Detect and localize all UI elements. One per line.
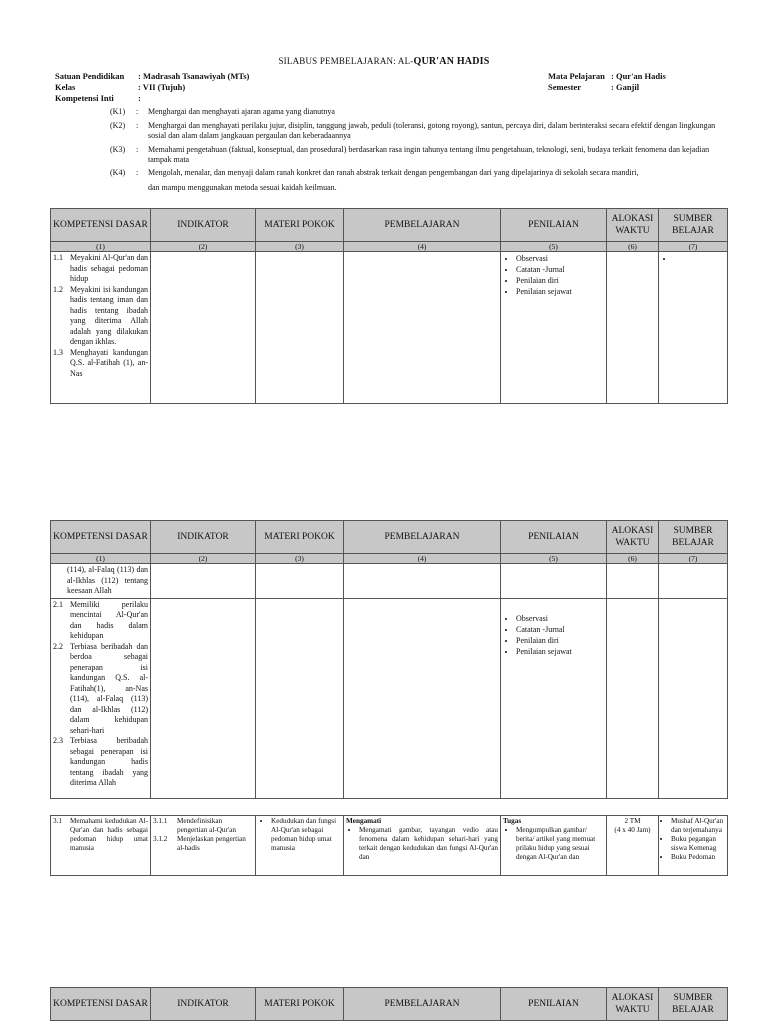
kd-item: 1.3 Menghayati kandungan Q.S. al-Fatihah (1), an-Nas <box>53 347 148 378</box>
table-row <box>51 816 728 876</box>
syllabus-table-3 <box>50 815 728 876</box>
pembelajaran-cell <box>344 252 501 404</box>
header-row <box>51 988 728 1021</box>
col-header: ALOKASI WAKTU <box>607 521 659 554</box>
penilaian-cell: Tugas • Mengumpulkan gambar/ berita/ artikel yang memuat prilaku hidup yang sesuai dengan Al-Qur'an dan <box>501 816 607 876</box>
pembelajaran-cell: Mengamati • Mengamati gambar, tayangan vedio atau fenomena dalam kehidupan sehari-hari yang terkait dengan kedudukan dan fungsi Al-Qur'an dan <box>344 816 501 876</box>
col-header: INDIKATOR <box>151 209 256 242</box>
kd-item: 1.2 Meyakini isi kandungan hadis tentang iman dan hadis tentang ibadah yang diterima Allah adalah yang dilakukan dengan ikhlas. <box>53 284 148 346</box>
penilaian-cell <box>501 252 607 404</box>
indikator-item: 3.1.2 Menjelaskan pengertian al-hadis <box>153 835 246 852</box>
kompetensi-dasar-cell <box>51 816 151 876</box>
col-header: SUMBER BELAJAR <box>659 521 728 554</box>
list-item: • Buku pegangan siswa Kemenag <box>671 835 725 853</box>
materi-cell <box>256 598 344 798</box>
col-header: MATERI POKOK <box>256 521 344 554</box>
kd-item: 3.1 Memahami kedudukan Al-Qur'an dan hadis sebagai pedoman hidup umat manusia <box>53 817 148 852</box>
col-header: KOMPETENSI DASAR <box>51 988 151 1021</box>
syllabus-table-2 <box>50 520 728 799</box>
sumber-cell <box>659 252 728 404</box>
syllabus-table-4 <box>50 987 728 1021</box>
list-item <box>674 253 725 264</box>
list-item: • Observasi <box>516 613 604 624</box>
col-header: PEMBELAJARAN <box>344 521 501 554</box>
kd-item: 1.1 Meyakini Al-Qur'an dan hadis sebagai pedoman hidup <box>53 253 148 283</box>
alokasi-cell <box>607 598 659 798</box>
ki-item: (K1) : Menghargai dan menghayati ajaran agama yang dianutnya <box>110 107 335 116</box>
column-number-row: (1) (2) (3) (4) (5) (6) (7) <box>51 242 728 252</box>
col-header: PEMBELAJARAN <box>344 209 501 242</box>
ki-item: dan mampu menggunakan metoda sesuai kaidah keilmuan. <box>148 183 337 192</box>
col-header: KOMPETENSI DASAR <box>51 209 151 242</box>
col-header: INDIKATOR <box>151 521 256 554</box>
list-item: • Penilaian diri <box>516 275 604 286</box>
header-row <box>51 209 728 242</box>
alokasi-cell: 2 TM (4 x 40 Jam) <box>607 816 659 876</box>
col-header: SUMBER BELAJAR <box>659 988 728 1021</box>
meta-right <box>548 71 666 93</box>
meta-left <box>55 71 249 104</box>
indikator-item: 3.1.1 Mendefinisikan pengertian al-Qur'an <box>153 817 236 834</box>
list-item: • Catatan -Jurnal <box>516 624 604 635</box>
kompetensi-dasar-cell <box>51 598 151 798</box>
alokasi-cell <box>607 252 659 404</box>
col-header: PEMBELAJARAN <box>344 988 501 1021</box>
ki-item: (K4) : Mengolah, menalar, dan menyaji dalam ranah konkret dan ranah abstrak terkait dengan pengembangan dari yang dipelajarinya di sekolah secara mandiri, <box>110 168 639 177</box>
list-item: • Catatan -Jurnal <box>516 264 604 275</box>
list-item: • Penilaian sejawat <box>516 646 604 657</box>
page-title: SILABUS PEMBELAJARAN: AL-QUR'AN HADIS <box>278 56 490 67</box>
penilaian-cell <box>501 598 607 798</box>
meta-label: Satuan Pendidikan <box>55 71 125 81</box>
sumber-cell <box>659 598 728 798</box>
indikator-cell <box>151 598 256 798</box>
meta-label: Kelas <box>55 82 76 92</box>
kompetensi-inti-list <box>110 107 730 196</box>
column-number-row: (1) (2) (3) (4) (5) (6) (7) <box>51 554 728 564</box>
col-header: ALOKASI WAKTU <box>607 209 659 242</box>
materi-cell <box>256 252 344 404</box>
meta-value: : Qur'an Hadis <box>611 71 666 81</box>
meta-label: Kompetensi Inti <box>55 93 114 103</box>
col-header: MATERI POKOK <box>256 988 344 1021</box>
col-header: INDIKATOR <box>151 988 256 1021</box>
list-item: • Penilaian sejawat <box>516 286 604 297</box>
syllabus-table-1 <box>50 208 728 404</box>
sumber-cell <box>659 816 728 876</box>
ki-item: (K3) : Memahami pengetahuan (faktual, konseptual, dan prosedural) berdasarkan rasa ingin tahunya tentang ilmu pengetahuan, teknologi, seni, budaya terkait fenomena dan kejadian tampak mata <box>110 145 710 164</box>
list-item: • Observasi <box>516 253 604 264</box>
pembelajaran-cell <box>344 598 501 798</box>
list-item: • Buku Pedoman <box>671 853 725 862</box>
list-item: • Kedudukan dan fungsi Al-Qur'an sebagai pedoman hidup umat manusia <box>271 817 341 853</box>
materi-cell <box>256 816 344 876</box>
kd-item: 2.3 Terbiasa beribadah sebagai penerapan isi kandungan hadis tentang ibadah yang diterima Allah <box>53 736 148 787</box>
table-row <box>51 598 728 798</box>
table-row <box>51 252 728 404</box>
col-header: ALOKASI WAKTU <box>607 988 659 1021</box>
meta-label: Mata Pelajaran <box>548 71 605 81</box>
list-item: • Mushaf Al-Qur'an dan terjemahanya <box>671 817 725 835</box>
col-header: PENILAIAN <box>501 521 607 554</box>
list-item: • Mengumpulkan gambar/ berita/ artikel yang memuat prilaku hidup yang sesuai dengan Al-Qur'an dan <box>516 826 604 862</box>
meta-value: : Madrasah Tsanawiyah (MTs) <box>138 71 250 81</box>
meta-value: : <box>138 93 141 103</box>
ki-item: (K2) : Menghargai dan menghayati perilaku jujur, disiplin, tanggung jawab, peduli (toleransi, gotong royong), santun, percaya diri, dalam berinteraksi secara efektif dengan lingkungan sosial dan alam dalam jangkauan pergaulan dan keberadaannya <box>110 121 716 140</box>
col-header: KOMPETENSI DASAR <box>51 521 151 554</box>
col-header: MATERI POKOK <box>256 209 344 242</box>
col-header: SUMBER BELAJAR <box>659 209 728 242</box>
indikator-cell <box>151 816 256 876</box>
indikator-cell <box>151 252 256 404</box>
kompetensi-dasar-cell: (114), al-Falaq (113) dan al-Ikhlas (112) tentang keesaan Allah <box>51 564 151 599</box>
list-item: • Mengamati gambar, tayangan vedio atau fenomena dalam kehidupan sehari-hari yang terkait dengan kedudukan dan fungsi Al-Qur'an dan <box>359 826 498 862</box>
col-header: PENILAIAN <box>501 209 607 242</box>
table-row <box>51 564 728 599</box>
list-item: • Penilaian diri <box>516 635 604 646</box>
kd-item: 2.1 Memiliki perilaku mencintai Al-Qur'an dan hadis dalam kehidupan <box>53 599 148 640</box>
header-row <box>51 521 728 554</box>
meta-value: : Ganjil <box>611 82 640 92</box>
meta-label: Semester <box>548 82 582 92</box>
col-header: PENILAIAN <box>501 988 607 1021</box>
kd-item: 2.2 Terbiasa beribadah dan berdoa sebagai penerapan isi kandungan Q.S. al-Fatihah(1), an-Nas (114), al-Falaq (113) dan al-Ikhlas (112) dalam kehidupan sehari-hari <box>53 641 148 735</box>
kompetensi-dasar-cell <box>51 252 151 404</box>
meta-value: : VII (Tujuh) <box>138 82 186 92</box>
